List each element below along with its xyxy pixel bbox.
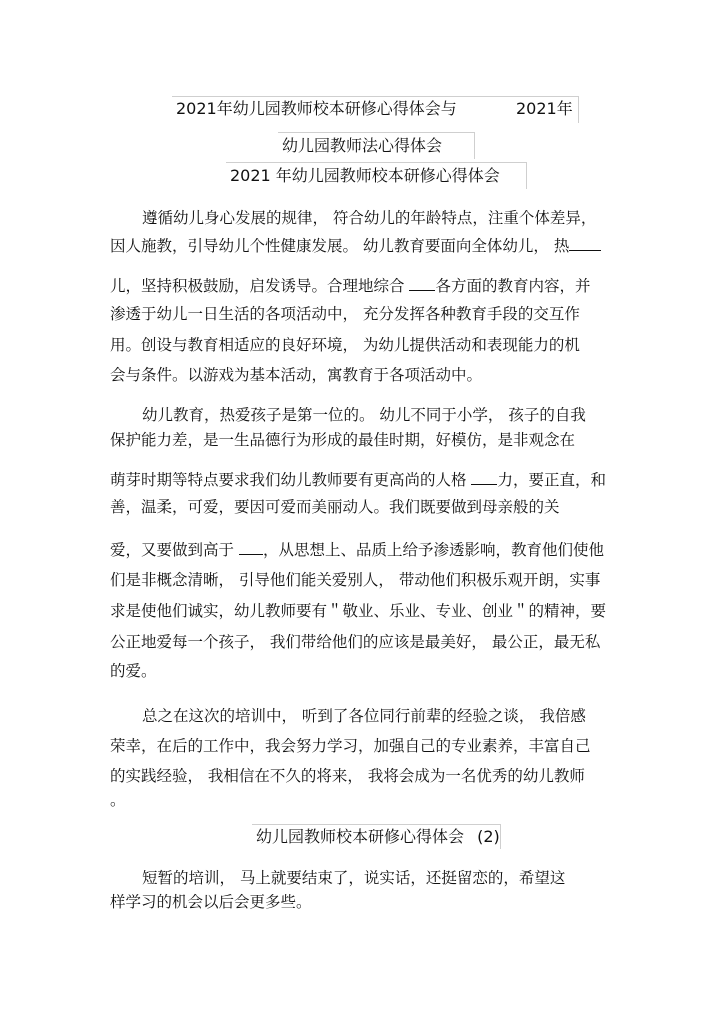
p2-line-1: 幼儿教育，热爱孩子是第一位的。 幼儿不同于小学， 孩子的自我 bbox=[142, 406, 586, 424]
p2-line-7: 求是使他们诚实，幼儿教师要有＂敬业、乐业、专业、创业＂的精神，要 bbox=[110, 602, 607, 620]
p1-line-2-text: 因人施教，引导幼儿个性健康发展。 幼儿教育要面向全体幼儿， 热 bbox=[110, 237, 570, 255]
p2-line-5-text-a: 爱，又要做到高于 bbox=[110, 541, 235, 559]
p2-line-4: 善，温柔，可爱，要因可爱而美丽动人。我们既要做到母亲般的关 bbox=[110, 498, 560, 516]
page-title-line-1: 2021年幼儿园教师校本研修心得体会与 bbox=[176, 99, 457, 118]
p2-line-2: 保护能力差，是一生品德行为形成的最佳时期，好模仿，是非观念在 bbox=[110, 431, 576, 449]
p2-line-5-text-b: ，从思想上、品质上给予渗透影响，教育他们使他 bbox=[262, 541, 604, 559]
p1-line-6: 会与条件。以游戏为基本活动，寓教育于各项活动中。 bbox=[110, 366, 483, 384]
blank-underline bbox=[471, 470, 497, 485]
p2-line-5 bbox=[110, 540, 604, 560]
p4-line-1: 短暂的培训， 马上就要结束了，说实话，还挺留恋的，希望这 bbox=[142, 869, 566, 887]
section-title-2-text: 幼儿园教师校本研修心得体会 bbox=[256, 827, 465, 846]
blank-underline bbox=[409, 276, 435, 291]
p1-line-2 bbox=[110, 236, 601, 256]
section-title-2-number: (2) bbox=[477, 827, 500, 846]
p1-line-4: 渗透于幼儿一日生活的各项活动中， 充分发挥各种教育手段的交互作 bbox=[110, 305, 580, 323]
p1-line-5: 用。创设与教育相适应的良好环境， 为幼儿提供活动和表现能力的机 bbox=[110, 336, 580, 354]
p3-line-2: 荣幸，在后的工作中，我会努力学习，加强自己的专业素养，丰富自己 bbox=[110, 737, 591, 755]
p4-line-2: 样学习的机会以后会更多些。 bbox=[110, 893, 312, 911]
p2-line-8: 公正地爱每一个孩子， 我们带给他们的应该是最美好， 最公正，最无私 bbox=[110, 633, 601, 651]
p2-line-3-text-a: 萌芽时期等特点要求我们幼儿教师要有更高尚的人格 bbox=[110, 471, 467, 489]
section-title-1: 2021 年幼儿园教师校本研修心得体会 bbox=[230, 166, 500, 185]
p2-line-9: 的爱。 bbox=[110, 662, 157, 680]
blank-underline bbox=[239, 540, 263, 555]
p3-line-1: 总之在这次的培训中， 听到了各位同行前辈的经验之谈， 我倍感 bbox=[142, 707, 586, 725]
p3-line-3: 的实践经验， 我相信在不久的将来， 我将会成为一名优秀的幼儿教师 bbox=[110, 767, 585, 785]
p2-line-3 bbox=[110, 470, 606, 490]
p1-line-3-text-b: 各方面的教育内容，并 bbox=[435, 277, 591, 295]
p2-line-6: 们是非概念清晰， 引导他们能关爱别人， 带动他们积极乐观开朗，实事 bbox=[110, 571, 601, 589]
p2-line-3-text-b: 力，要正直，和 bbox=[497, 471, 606, 489]
page-title-line-2: 幼儿园教师法心得体会 bbox=[282, 136, 443, 155]
p3-line-4: 。 bbox=[110, 791, 126, 809]
p1-line-3-text-a: 儿，坚持积极鼓励，启发诱导。合理地综合 bbox=[110, 277, 405, 295]
section-title-2 bbox=[256, 827, 500, 847]
p1-line-3 bbox=[110, 276, 590, 296]
blank-underline bbox=[569, 236, 601, 251]
page-title-year: 2021年 bbox=[516, 99, 573, 118]
p1-line-1: 遵循幼儿身心发展的规律， 符合幼儿的年龄特点，注重个体差异， bbox=[142, 209, 597, 227]
